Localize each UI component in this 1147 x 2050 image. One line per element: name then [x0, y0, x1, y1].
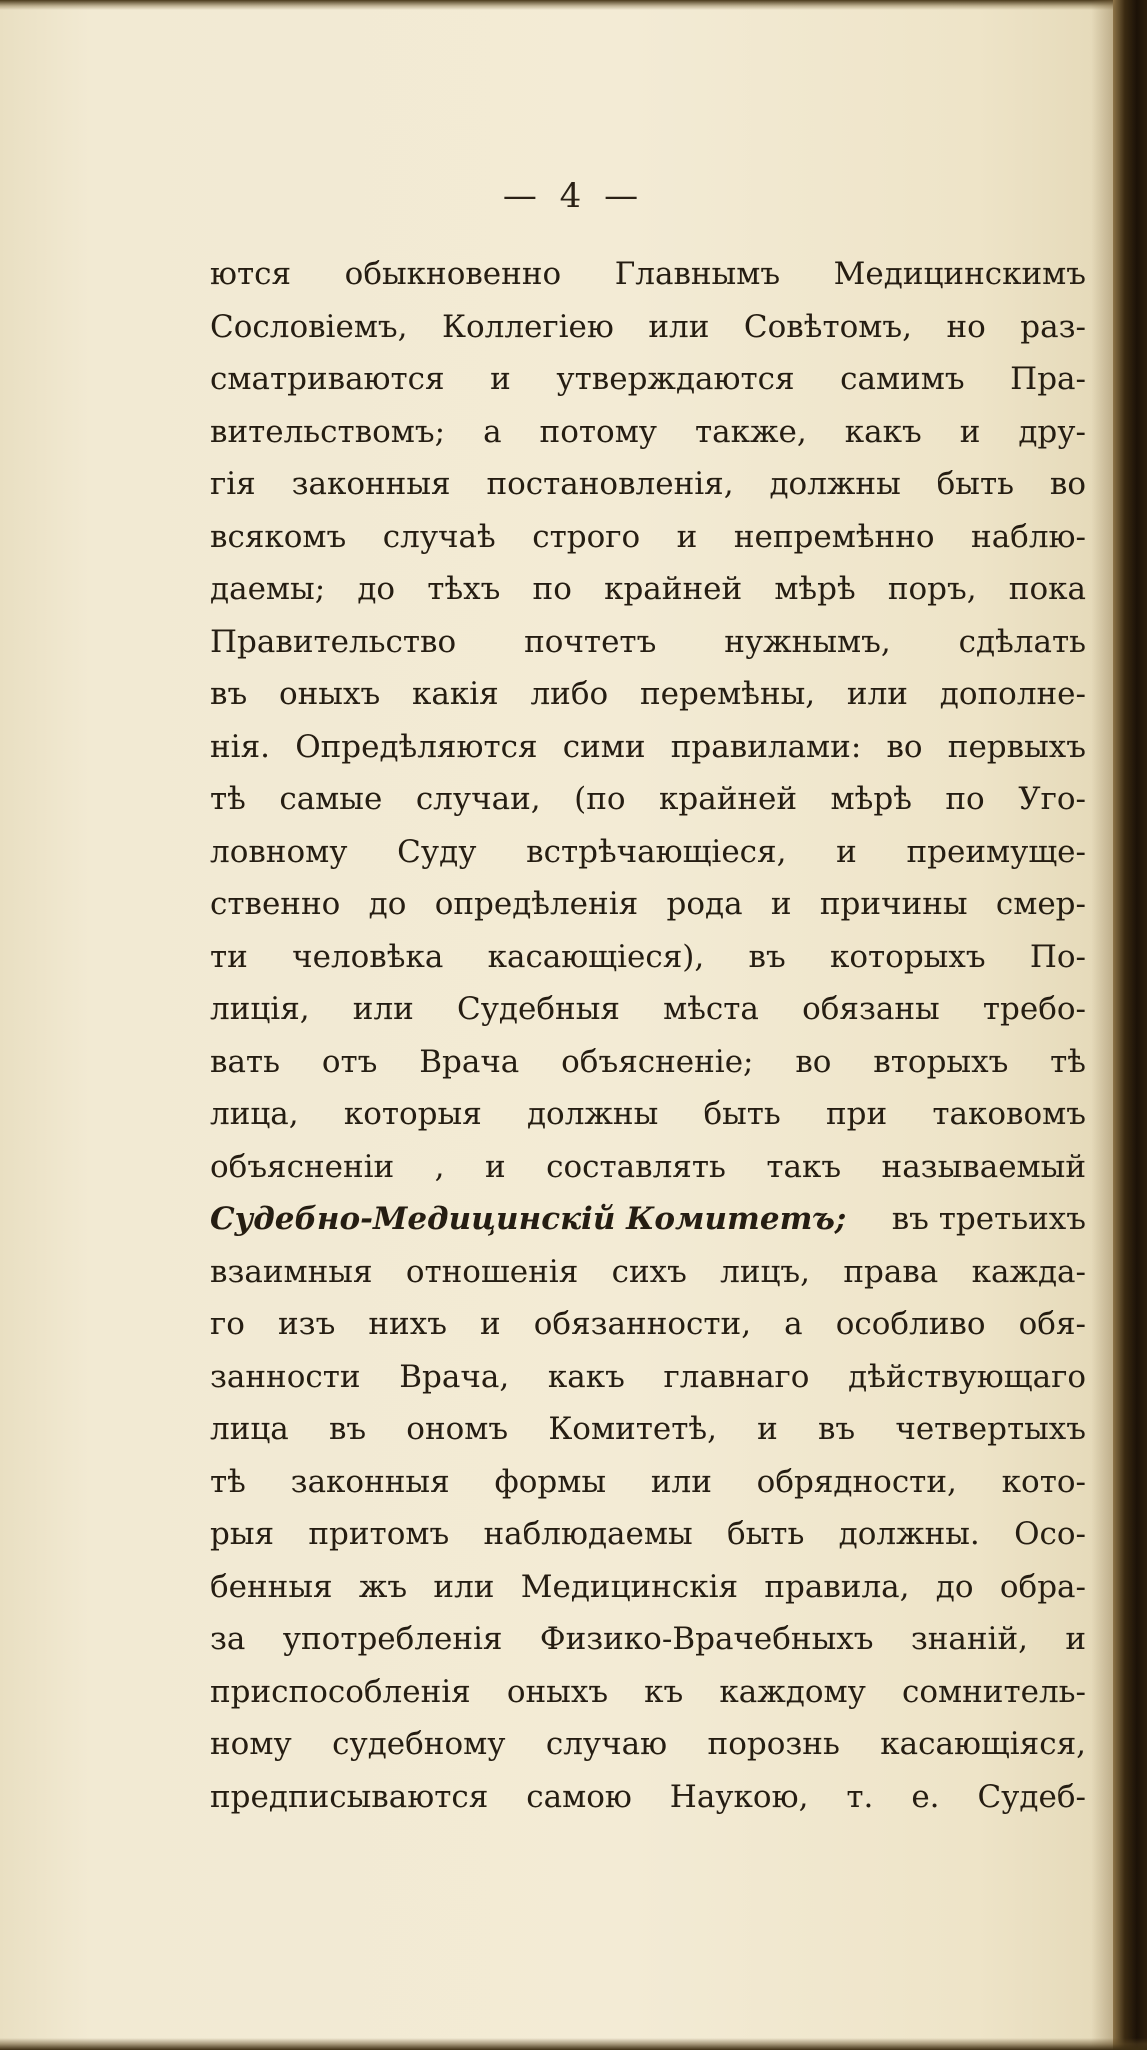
text-line: тѣ самые случаи, (по крайней мѣрѣ по Уго- — [210, 781, 1086, 817]
page-top-edge — [0, 0, 1147, 10]
text-line: гія законныя постановленія, должны быть во — [210, 466, 1086, 502]
text-line: въ оныхъ какія либо перемѣны, или дополне- — [210, 676, 1086, 712]
text-line-with-italic — [210, 1193, 1086, 1246]
text-line: лица, которыя должны быть при таковомъ — [210, 1096, 1086, 1132]
page-bottom-edge — [0, 2038, 1147, 2050]
text-line: Правительство почтетъ нужнымъ, сдѣлать — [210, 623, 1086, 660]
text-line: всякомъ случаѣ строго и непремѣнно наблю- — [210, 518, 1086, 555]
text-line: бенныя жъ или Медицинскія правила, до обра- — [210, 1568, 1086, 1605]
text-line: занности Врача, какъ главнаго дѣйствующаго — [210, 1358, 1086, 1395]
text-line: объясненіи , и составлять такъ называемый — [210, 1148, 1086, 1185]
text-line: вительствомъ; а потому также, какъ и дру- — [210, 413, 1086, 450]
text-line: нія. Опредѣляются сими правилами: во первыхъ — [210, 728, 1086, 765]
text-fragment: въ третьихъ — [891, 1201, 1086, 1237]
body-text — [210, 248, 1086, 1823]
text-line: ются обыкновенно Главнымъ Медицинскимъ — [210, 256, 1086, 292]
text-line: ственно до опредѣленія рода и причины смер- — [210, 886, 1086, 922]
text-line: тѣ законныя формы или обрядности, кото- — [210, 1463, 1086, 1500]
text-line: Сословіемъ, Коллегіею или Совѣтомъ, но раз- — [210, 308, 1086, 345]
text-line: ти человѣка касающіеся), въ которыхъ По- — [210, 938, 1086, 975]
text-line: рыя притомъ наблюдаемы быть должны. Осо- — [210, 1516, 1086, 1552]
text-line: ловному Суду встрѣчающіеся, и преимуще- — [210, 833, 1086, 870]
book-spine — [1113, 0, 1147, 2050]
text-line: взаимныя отношенія сихъ лицъ, права кажда- — [210, 1253, 1086, 1290]
text-line: лиція, или Судебныя мѣста обязаны требо- — [210, 991, 1086, 1027]
text-line: за употребленія Физико-Врачебныхъ знаній, и — [210, 1621, 1086, 1657]
text-line: го изъ нихъ и обязанности, а особливо обя- — [210, 1306, 1086, 1342]
text-line: предписываются самою Наукою, т. е. Судеб- — [210, 1778, 1086, 1815]
text-line: сматриваются и утверждаются самимъ Пра- — [210, 361, 1086, 397]
text-line: ному судебному случаю порознь касающіяся, — [210, 1726, 1086, 1762]
text-line: вать отъ Врача объясненіе; во вторыхъ тѣ — [210, 1043, 1086, 1080]
text-line: даемы; до тѣхъ по крайней мѣрѣ поръ, пока — [210, 571, 1086, 607]
page-number: — 4 — — [502, 176, 645, 216]
text-line: лица въ ономъ Комитетѣ, и въ четвертыхъ — [210, 1411, 1086, 1447]
italic-term: Судебно-Медицинскій Комитетъ; — [210, 1201, 847, 1237]
text-line: приспособленія оныхъ къ каждому сомнитель- — [210, 1673, 1086, 1710]
page-gutter-shadow — [1091, 0, 1113, 2050]
